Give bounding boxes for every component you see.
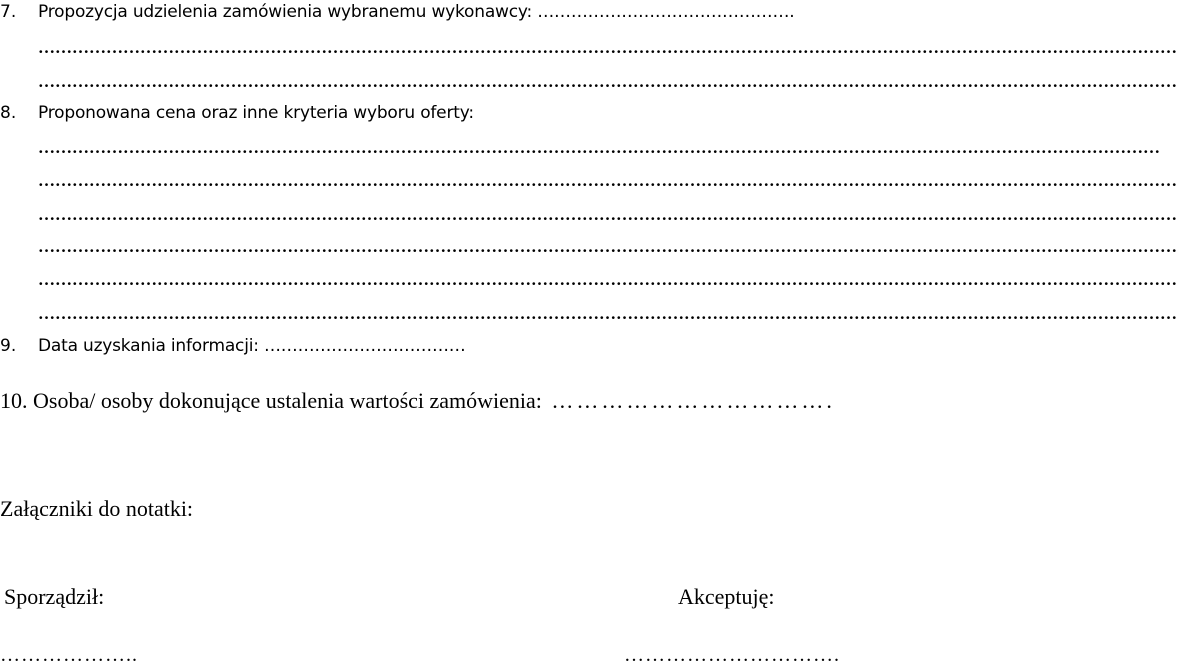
item-8-text: Proponowana cena oraz inne kryteria wyboru oferty:: [38, 103, 474, 123]
item-10-dots: …………………………….: [551, 388, 835, 413]
item-9-text: Data uzyskania informacji: ………………………………: [38, 336, 466, 356]
accepted-by-label: Akceptuję:: [678, 584, 775, 609]
item-8-line-4: …………………………………………………………………………………………………………………………………………………………………………………: [38, 237, 1177, 256]
item-7-line-2: …………………………………………………………………………………………………………………………………………………………………………………: [38, 72, 1177, 91]
item-8-line-6: …………………………………………………………………………………………………………………………………………………………………………………: [38, 304, 1177, 323]
item-8-line-2: …………………………………………………………………………………………………………………………………………………………………………………: [38, 171, 1177, 190]
item-8: [0, 103, 474, 123]
item-9-number: 9.: [0, 336, 17, 356]
item-10-text: Osoba/ osoby dokonujące ustalenia wartości zamówienia:: [33, 388, 542, 413]
item-7-line-1: …………………………………………………………………………………………………………………………………………………………………………………: [38, 38, 1177, 57]
item-8-line-1: ………………………………………………………………………………………………………………………………………………………………………………: [38, 138, 1160, 157]
item-8-number: 8.: [0, 103, 17, 123]
item-10: [0, 388, 835, 414]
item-9: [0, 336, 466, 356]
prepared-by-label: Sporządził:: [4, 584, 105, 609]
item-8-line-5: …………………………………………………………………………………………………………………………………………………………………………………: [38, 270, 1177, 289]
item-10-number: 10.: [0, 388, 28, 413]
item-7: [0, 2, 794, 22]
item-7-number: 7.: [0, 2, 17, 22]
item-8-line-3: …………………………………………………………………………………………………………………………………………………………………………………: [38, 205, 1177, 224]
accepted-by-signature-line: ………………………….: [624, 644, 840, 666]
attachments-label: Załączniki do notatki:: [0, 496, 194, 521]
prepared-by-signature-line: ………………..: [0, 644, 138, 666]
item-7-text: Propozycja udzielenia zamówienia wybranemu wykonawcy: ……………………………………….: [38, 2, 795, 22]
